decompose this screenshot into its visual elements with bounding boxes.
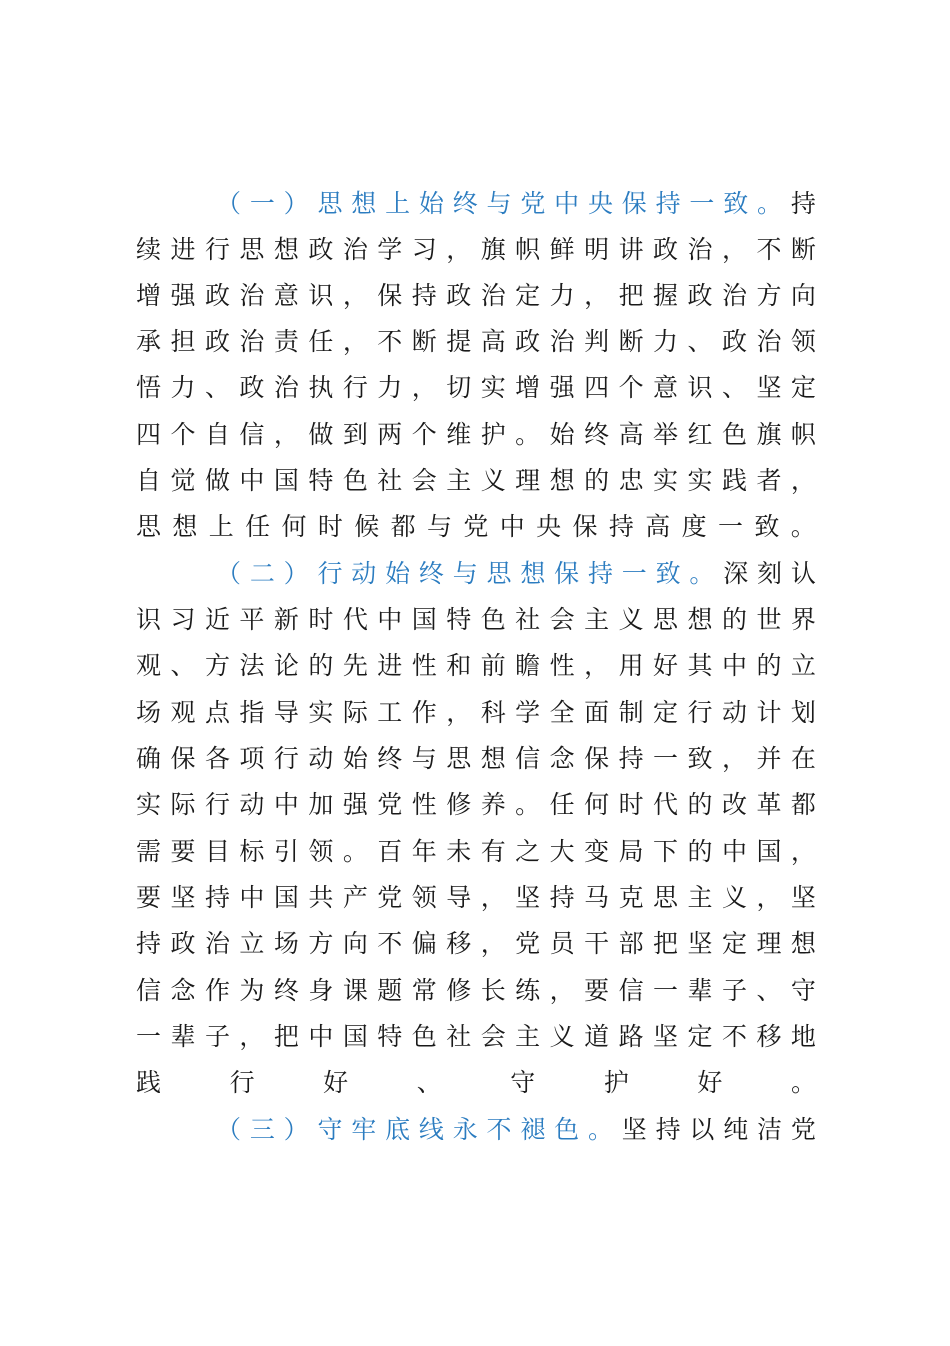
paragraph-2-line-2: 识 习 近 平 新 时 代 中 国 特 色 社 会 主 义 思 想 的 世 界 [136,605,816,634]
paragraph-2-line-12: 践 行 好 、 守 护 好 。 [136,1068,816,1097]
paragraph-2-line-8: 要 坚 持 中 国 共 产 党 领 导 ， 坚 持 马 克 思 主 义 ， 坚 [136,883,816,912]
paragraph-1-line-8: 思 想 上 任 何 时 候 都 与 党 中 央 保 持 高 度 一 致 。 [136,512,816,541]
paragraph-2-line-6: 实 际 行 动 中 加 强 党 性 修 养 。 任 何 时 代 的 改 革 都 [136,790,816,819]
paragraph-2-line-1: （ 二 ） 行 动 始 终 与 思 想 保 持 一 致 。 深 刻 认 [216,559,816,588]
paragraph-2-line-3: 观 、 方 法 论 的 先 进 性 和 前 瞻 性 ， 用 好 其 中 的 立 [136,651,816,680]
paragraph-2-line-7: 需 要 目 标 引 领 。 百 年 未 有 之 大 变 局 下 的 中 国 ， [136,837,816,866]
paragraph-2-line-5: 确 保 各 项 行 动 始 终 与 思 想 信 念 保 持 一 致 ， 并 在 [136,744,816,773]
paragraph-1-line-1: （ 一 ） 思 想 上 始 终 与 党 中 央 保 持 一 致 。 持 [216,189,816,218]
paragraph-1-line-6: 四 个 自 信 ， 做 到 两 个 维 护 。 始 终 高 举 红 色 旗 帜 [136,420,816,449]
paragraph-1-line-3: 增 强 政 治 意 识 ， 保 持 政 治 定 力 ， 把 握 政 治 方 向 [136,281,816,310]
paragraph-1-line-2: 续 进 行 思 想 政 治 学 习 ， 旗 帜 鲜 明 讲 政 治 ， 不 断 [136,235,816,264]
paragraph-1-line-4: 承 担 政 治 责 任 ， 不 断 提 高 政 治 判 断 力 、 政 治 领 [136,327,816,356]
paragraph-2-line-11: 一 辈 子 ， 把 中 国 特 色 社 会 主 义 道 路 坚 定 不 移 地 [136,1022,816,1051]
paragraph-3-line-1: （ 三 ） 守 牢 底 线 永 不 褪 色 。 坚 持 以 纯 洁 党 [216,1115,816,1144]
paragraph-2-line-4: 场 观 点 指 导 实 际 工 作 ， 科 学 全 面 制 定 行 动 计 划 [136,698,816,727]
paragraph-2-line-9: 持 政 治 立 场 方 向 不 偏 移 ， 党 员 干 部 把 坚 定 理 想 [136,929,816,958]
paragraph-1-line-7: 自 觉 做 中 国 特 色 社 会 主 义 理 想 的 忠 实 实 践 者 ， [136,466,816,495]
paragraph-1-line-5: 悟 力 、 政 治 执 行 力 ， 切 实 增 强 四 个 意 识 、 坚 定 [136,373,816,402]
paragraph-2-line-10: 信 念 作 为 终 身 课 题 常 修 长 练 ， 要 信 一 辈 子 、 守 [136,976,816,1005]
